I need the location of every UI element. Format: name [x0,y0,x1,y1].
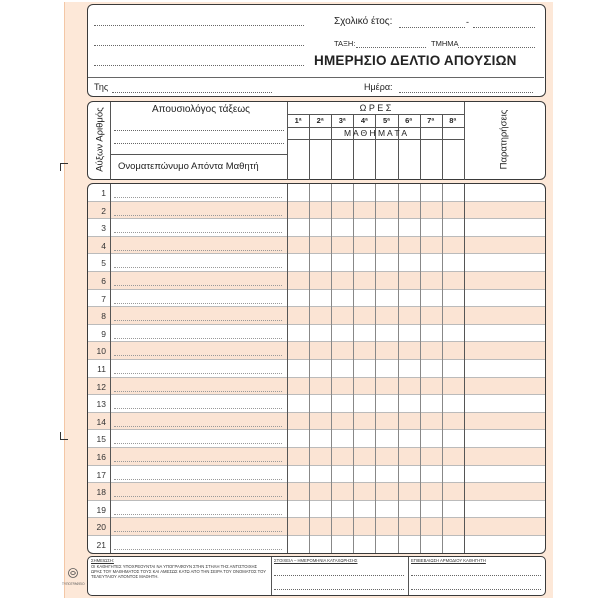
table-header-box [87,101,546,180]
row-number: 8 [101,311,106,322]
verify-field-2[interactable] [411,589,541,590]
row-name-line[interactable] [114,479,282,480]
table-row[interactable] [88,307,545,325]
row-number: 6 [101,276,106,286]
day-label: Ημέρα: [364,82,393,92]
department-label: ΤΜΗΜΑ [431,39,459,48]
footer-sep-2 [408,557,409,595]
record-field-2[interactable] [274,589,404,590]
row-name-line[interactable] [114,514,282,515]
row-number: 20 [96,522,106,533]
row-number: 7 [101,293,106,304]
body-period-sep [353,184,354,554]
row-number: 10 [96,346,106,357]
body-period-sep [398,184,399,554]
footer-box [87,556,546,596]
table-row[interactable] [88,413,545,431]
row-number: 1 [101,188,106,198]
period-header-7: 7ª [427,116,435,125]
footer-sep-1 [271,557,272,595]
period-header-1: 1ª [294,116,302,125]
row-name-line[interactable] [114,303,282,304]
body-col-sep-remarks [464,184,465,554]
body-period-sep [309,184,310,554]
row-name-line[interactable] [114,338,282,339]
of-label: Της [94,82,109,92]
serial-number-header: Αύξων Αριθμός [94,107,106,172]
row-number: 16 [96,452,106,462]
period-header-2: 2ª [316,116,324,125]
row-name-line[interactable] [114,408,282,409]
header-left-line-3[interactable] [94,65,304,66]
lessons-header: Μ Α Θ Η Μ Α Τ Α [344,128,407,138]
school-year-separator: - [466,17,469,27]
period-header-8: 8ª [449,116,457,125]
period-header-sep [309,114,310,180]
row-name-line[interactable] [114,232,282,233]
period-header-5: 5ª [382,116,390,125]
row-name-line[interactable] [114,391,282,392]
note-text: ΟΙ ΚΑΘΗΓΗΤΕΣ ΥΠΟΧΡΕΟΥΝΤΑΙ ΝΑ ΥΠΟΓΡΑΦΟΥΝ ΣΤΗΝ ΣΤΗΛΗ ΤΗΣ ΑΝΤΙΣΤΟΙΧΗΣ ΩΡΑΣ ΤΟΥ ΜΑΘΗΜΑΤΟΣ ΤΟΥΣ ΚΑΙ ΑΜΕΣΩΣ ΚΑΤΩ ΑΠΟ ΤΗΝ ΣΕΙΡΑ ΤΟΥ ΟΝΟΜΑΤΟΣ ΤΟΥ ΤΕΛΕΥΤΑΙΟΥ ΑΠΟΝΤΟΣ ΜΑΘΗΤΗ. [91,564,266,580]
period-header-sep [420,114,421,180]
table-row[interactable] [88,430,545,448]
header-box [87,4,546,97]
table-row[interactable] [88,483,545,501]
header-name-divider [110,154,287,155]
period-header-6: 6ª [405,116,413,125]
period-header-sep [353,114,354,180]
table-row[interactable] [88,466,545,484]
table-row[interactable] [88,378,545,396]
row-number: 11 [97,364,106,374]
remarks-header: Παρατηρήσεις [498,109,510,170]
lessons-divider [287,139,464,140]
department-field[interactable] [458,47,535,48]
row-number: 19 [96,504,106,515]
table-row[interactable] [88,501,545,519]
header-left-line-1[interactable] [94,25,304,26]
row-name-line[interactable] [114,215,282,216]
header-divider [88,77,544,78]
table-row[interactable] [88,272,545,290]
row-name-line[interactable] [114,267,282,268]
row-number: 12 [96,381,106,392]
day-field[interactable] [399,92,533,93]
body-period-sep [375,184,376,554]
table-row[interactable] [88,237,545,255]
school-year-label: Σχολικό έτος: [334,16,393,27]
publisher-logo-text: ΤΥΠΟΓΡΑΦΕΙΟ [62,582,85,586]
body-col-sep-1 [110,184,111,554]
record-label: ΣΤΟΙΧΕΙΑ – ΗΜΕΡΟΜΗΝΙΑ ΚΑΤΑΧΩΡΗΣΗΣ [274,558,358,563]
table-row[interactable] [88,395,545,413]
crop-mark-top [60,163,68,171]
table-row[interactable] [88,448,545,466]
header-col-sep-remarks [464,102,465,180]
student-name-header: Ονοματεπώνυμο Απόντα Μαθητή [118,161,259,172]
of-field[interactable] [112,92,272,93]
row-name-line[interactable] [114,496,282,497]
period-header-4: 4ª [360,116,368,125]
header-left-line-2[interactable] [94,45,304,46]
hours-header: Ω Ρ Ε Σ [359,103,392,113]
publisher-logo-icon [67,567,79,579]
table-row[interactable] [88,342,545,360]
row-name-line[interactable] [114,461,282,462]
table-row[interactable] [88,325,545,343]
row-name-line[interactable] [114,531,282,532]
table-row[interactable] [88,290,545,308]
row-name-line[interactable] [114,197,282,198]
table-row[interactable] [88,219,545,237]
register-line-2[interactable] [114,143,284,144]
header-col-sep-1 [110,102,111,180]
row-number: 14 [96,416,106,427]
crop-mark-bottom [60,432,68,440]
school-year-start-field[interactable] [399,27,465,28]
note-title: ΣΗΜΕΙΩΣΗ: [91,558,114,563]
table-row[interactable] [88,536,545,554]
row-number: 2 [101,205,106,216]
row-number: 5 [101,258,106,269]
register-line-1[interactable] [114,130,284,131]
row-name-line[interactable] [114,250,282,251]
table-row[interactable] [88,360,545,378]
record-field-1[interactable] [274,575,404,576]
verify-field-1[interactable] [411,575,541,576]
row-number: 9 [101,328,106,339]
row-name-line[interactable] [114,320,282,321]
row-number: 4 [101,240,106,251]
body-period-sep [331,184,332,554]
row-name-line[interactable] [114,373,282,374]
body-period-sep [420,184,421,554]
period-header-sep [398,114,399,180]
table-row[interactable] [88,254,545,272]
period-header-sep [331,114,332,180]
body-col-sep-2 [287,184,288,554]
class-field[interactable] [356,47,426,48]
row-name-line[interactable] [114,426,282,427]
row-number: 21 [96,540,106,550]
table-row[interactable] [88,202,545,220]
row-name-line[interactable] [114,285,282,286]
row-name-line[interactable] [114,355,282,356]
row-name-line[interactable] [114,549,282,550]
table-row[interactable] [88,518,545,536]
body-period-sep [442,184,443,554]
table-body-box [87,183,546,554]
row-number: 3 [101,223,106,234]
publisher-logo [62,566,84,586]
row-number: 17 [96,469,106,480]
row-name-line[interactable] [114,443,282,444]
absence-register-header: Απουσιολόγος τάξεως [152,104,250,115]
row-number: 13 [96,399,106,410]
school-year-end-field[interactable] [473,27,535,28]
row-number: 18 [96,487,106,498]
verify-label: ΕΠΙΒΕΒΑΙΩΣΗ ΑΡΜΟΔΙΟΥ ΚΑΘΗΓΗΤΗ [411,558,486,563]
class-label: ΤΑΞΗ: [334,39,356,48]
period-header-3: 3ª [338,116,346,125]
table-row[interactable] [88,184,545,202]
row-number: 15 [96,434,106,445]
form-title: ΗΜΕΡΗΣΙΟ ΔΕΛΤΙΟ ΑΠΟΥΣΙΩΝ [314,53,517,68]
period-header-sep [442,114,443,180]
period-header-sep [375,114,376,180]
